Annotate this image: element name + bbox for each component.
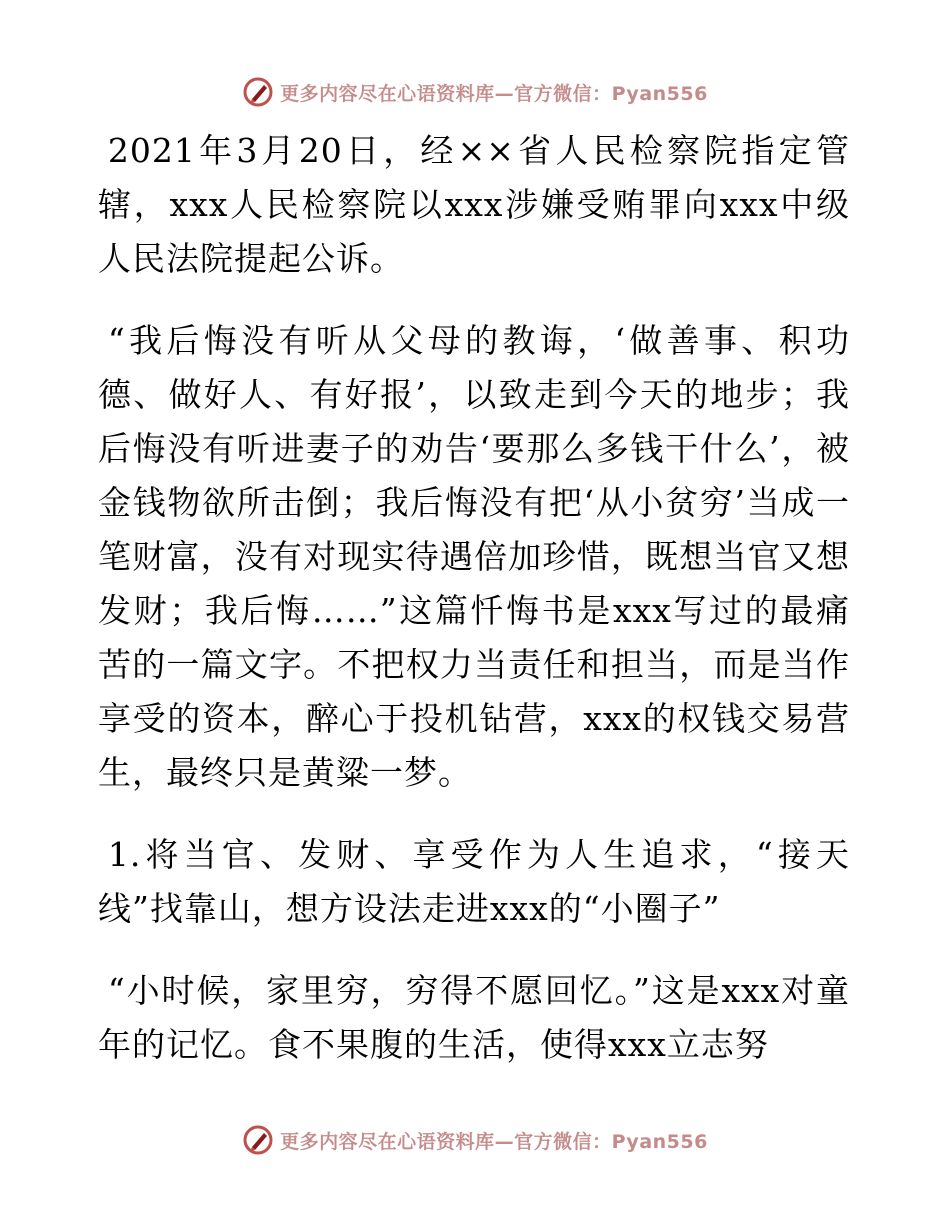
footer-watermark-text: 更多内容尽在心语资料库—官方微信：Pyan556 [280,1130,708,1153]
pen-logo-icon [242,76,274,108]
paragraph-confession: “我后悔没有听从父母的教诲，‘做善事、积功德、做好人、有好报’，以致走到今天的地步；我后悔没有听进妻子的劝告‘要那么多钱干什么’，被金钱物欲所击倒；我后悔没有把‘从小贫穷’当成一笔财富，没有对现实待遇倍加珍惜，既想当官又想发财；我后悔……”这篇忏悔书是xxx写过的最痛苦的一篇文字。不把权力当责任和担当，而是当作享受的资本，醉心于投机钻营，xxx的权钱交易营生，最终只是黄粱一梦。 [98,321,850,792]
pen-logo-icon [242,1124,274,1156]
paragraph-childhood: “小时候，家里穷，穷得不愿回忆。”这是xxx对童年的记忆。食不果腹的生活，使得xxx立志努 [98,971,850,1064]
document-body [98,124,850,1072]
header-watermark [0,72,950,112]
header-watermark-text: 更多内容尽在心语资料库—官方微信：Pyan556 [280,82,708,105]
section-heading-1: 1.将当官、发财、享受作为人生追求，“接天线”找靠山，想方设法走进xxx的“小圈子” [98,835,850,928]
paragraph-prosecution: 2021年3月20日，经××省人民检察院指定管辖，xxx人民检察院以xxx涉嫌受贿罪向xxx中级人民法院提起公诉。 [98,131,850,278]
footer-watermark [0,1120,950,1160]
